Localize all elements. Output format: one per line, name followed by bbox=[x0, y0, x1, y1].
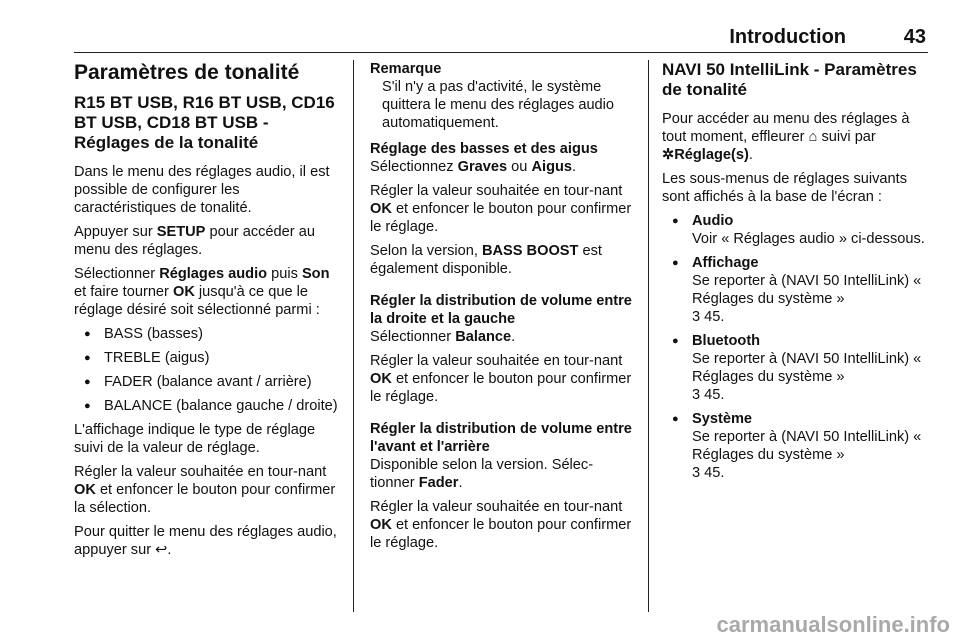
paragraph: Régler la valeur souhaitée en tour-nant OK et enfoncer le bouton pour confirmer la sélection. bbox=[74, 464, 336, 516]
paragraph: L'affichage indique le type de réglage suivi de la valeur de réglage. bbox=[74, 422, 316, 456]
page-reference: 3 45. bbox=[692, 309, 725, 325]
note-box bbox=[370, 60, 632, 132]
note-title: Remarque bbox=[370, 61, 442, 77]
page-reference: 3 45. bbox=[692, 465, 725, 481]
paragraph: Pour quitter le menu des réglages audio, appuyer sur ↩. bbox=[74, 524, 337, 558]
paragraph: Régler la valeur souhaitée en tour-nant OK et enfoncer le bouton pour confirmer le réglage. bbox=[370, 183, 632, 235]
list-item: ● Bluetooth Se reporter à (NAVI 50 IntelliLink) « Réglages du système » 3 45. bbox=[662, 332, 930, 404]
paragraph: Selon la version, BASS BOOST est également disponible. bbox=[370, 243, 602, 277]
paragraph: Les sous-menus de réglages suivants sont affichés à la base de l'écran : bbox=[662, 171, 907, 205]
subsection-title: NAVI 50 IntelliLink - Paramètres de tonalité bbox=[662, 60, 917, 99]
list-item: ● TREBLE (aigus) bbox=[74, 349, 344, 367]
paragraph: Disponible selon la version. Sélec-tionner Fader. bbox=[370, 457, 594, 491]
list-item: ● FADER (balance avant / arrière) bbox=[74, 373, 344, 391]
section-title: Paramètres de tonalité bbox=[74, 61, 300, 84]
settings-list bbox=[74, 325, 344, 415]
page-number: 43 bbox=[903, 26, 926, 48]
paragraph: Dans le menu des réglages audio, il est possible de configurer les caractéristiques de tonalité. bbox=[74, 164, 330, 216]
list-item: ● Audio Voir « Réglages audio » ci-dessous. bbox=[662, 212, 930, 248]
watermark: carmanualsonline.info bbox=[716, 612, 950, 637]
subheading: Régler la distribution de volume entre la droite et la gauche bbox=[370, 293, 632, 327]
paragraph: Sélectionnez Graves ou Aigus. bbox=[370, 159, 577, 175]
note-text: S'il n'y a pas d'activité, le système quittera le menu des réglages audio automatiquement. bbox=[382, 79, 615, 131]
column-divider-1 bbox=[353, 60, 354, 612]
subsection-title: R15 BT USB, R16 BT USB, CD16 BT USB, CD18 BT USB - Réglages de la tonalité bbox=[74, 93, 335, 152]
submenu-list bbox=[662, 212, 930, 482]
column-1 bbox=[74, 60, 344, 565]
gear-icon: ✲ bbox=[662, 147, 675, 163]
paragraph: Sélectionner Balance. bbox=[370, 329, 516, 345]
home-icon: ⌂ bbox=[808, 129, 818, 145]
page-header bbox=[74, 0, 928, 53]
header-title: Introduction bbox=[729, 26, 846, 48]
list-item: ● BASS (basses) bbox=[74, 325, 344, 343]
subheading: Réglage des basses et des aigus bbox=[370, 141, 598, 157]
column-2 bbox=[370, 60, 632, 558]
paragraph: Régler la valeur souhaitée en tour-nant OK et enfoncer le bouton pour confirmer le réglage. bbox=[370, 499, 632, 551]
paragraph: Sélectionner Réglages audio puis Son et faire tourner OK jusqu'à ce que le réglage désiré soit sélectionné parmi : bbox=[74, 266, 330, 318]
paragraph: Pour accéder au menu des réglages à tout moment, effleurer ⌂ suivi par ✲Réglage(s). bbox=[662, 111, 910, 163]
column-3 bbox=[662, 60, 930, 488]
paragraph: Appuyer sur SETUP pour accéder au menu des réglages. bbox=[74, 224, 315, 258]
page-reference: 3 45. bbox=[692, 387, 725, 403]
paragraph: Régler la valeur souhaitée en tour-nant OK et enfoncer le bouton pour confirmer le réglage. bbox=[370, 353, 632, 405]
back-arrow-icon: ↩ bbox=[155, 542, 168, 558]
column-divider-2 bbox=[648, 60, 649, 612]
list-item: ● Système Se reporter à (NAVI 50 IntelliLink) « Réglages du système » 3 45. bbox=[662, 410, 930, 482]
list-item: ● BALANCE (balance gauche / droite) bbox=[74, 397, 344, 415]
list-item: ● Affichage Se reporter à (NAVI 50 IntelliLink) « Réglages du système » 3 45. bbox=[662, 254, 930, 326]
subheading: Régler la distribution de volume entre l'avant et l'arrière bbox=[370, 421, 632, 455]
